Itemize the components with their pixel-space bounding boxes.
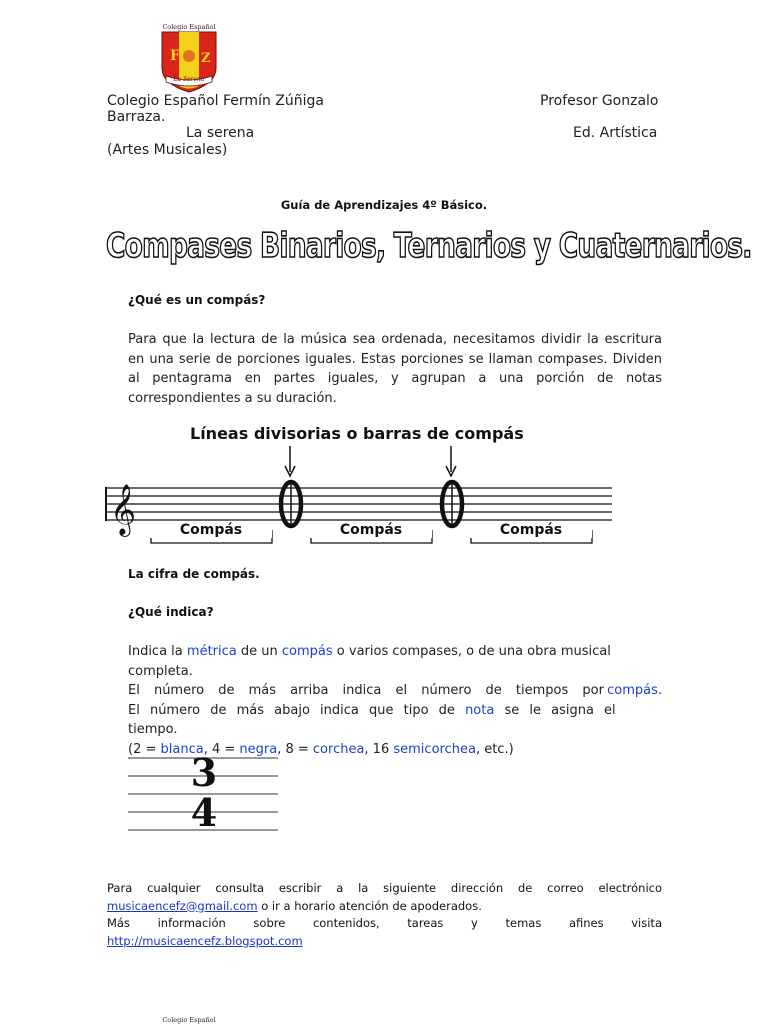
email-link[interactable]: musicaencefz@gmail.com bbox=[107, 898, 258, 913]
link-metrica[interactable]: métrica bbox=[186, 644, 237, 659]
svg-text:F: F bbox=[170, 48, 180, 64]
indica-line-3: El número de más abajo indica que tipo de nota se le asigna el tiempo. bbox=[128, 702, 616, 737]
crest-banner-text: La Serena bbox=[173, 76, 205, 83]
indica-line-1: Indica la métrica de un compás o varios compases, o de una obra musical completa. bbox=[128, 644, 611, 679]
link-compas[interactable]: compás bbox=[281, 644, 333, 659]
paragraph-measure-definition: Para que la lectura de la música sea ordenada, necesitamos dividir la escritura en una serie de porciones iguales. Estas porciones se llaman compases. Dividen al pentagrama en partes iguales, y agrupan a una porción de notas correspondientes a su duración. bbox=[128, 332, 662, 406]
main-title: Compases Binarios, Ternarios y Cuaternarios. bbox=[106, 226, 752, 266]
link-blanca[interactable]: blanca bbox=[160, 741, 204, 757]
link-corchea[interactable]: corchea bbox=[312, 741, 365, 757]
crest-top-text: Colegio Español bbox=[162, 23, 216, 31]
bottom-crest-text: Colegio Español bbox=[162, 1016, 216, 1024]
footer-line-4 bbox=[107, 933, 662, 951]
footer-line-2: musicaencefz@gmail.com o ir a horario atención de apoderados. bbox=[107, 898, 482, 913]
school-name: Colegio Español Fermín Zúñiga bbox=[107, 93, 324, 109]
footer-line-1: Para cualquier consulta escribir a la siguiente dirección de correo electrónico bbox=[107, 881, 662, 895]
indica-line-4: (2 = blanca, 4 = negra, 8 = corchea, 16 semicorchea, etc.) bbox=[128, 741, 514, 757]
school-crest-logo bbox=[158, 22, 220, 94]
subject-name: Ed. Artística bbox=[573, 125, 658, 141]
link-nota[interactable]: nota bbox=[465, 702, 495, 718]
link-compas[interactable]: compás bbox=[607, 683, 658, 698]
staff-heading: Líneas divisorias o barras de compás bbox=[190, 424, 524, 443]
footer-contact bbox=[107, 880, 662, 950]
indica-paragraph bbox=[128, 642, 662, 759]
measure-label: Compás bbox=[470, 522, 592, 538]
section-time-signature: La cifra de compás. bbox=[128, 567, 260, 581]
time-signature-top: 3 bbox=[190, 750, 218, 795]
school-city: La serena bbox=[186, 125, 255, 141]
guide-title: Guía de Aprendizajes 4º Básico. bbox=[280, 198, 488, 212]
teacher-surname: Barraza. bbox=[107, 109, 166, 125]
indica-line-2: El número de más arriba indica el número de tiempos por compás. bbox=[128, 683, 662, 698]
link-semicorchea[interactable]: semicorchea bbox=[393, 741, 476, 757]
time-signature-bottom: 4 bbox=[190, 790, 218, 835]
footer-line-3: Más información sobre contenidos, tareas y temas afines visita bbox=[107, 916, 662, 931]
blog-link[interactable]: http://musicaencefz.blogspot.com bbox=[107, 933, 303, 948]
svg-text:𝄞: 𝄞 bbox=[110, 484, 137, 535]
link-negra[interactable]: negra bbox=[239, 741, 278, 757]
question-what-indicates: ¿Qué indica? bbox=[128, 605, 214, 619]
subject-detail: (Artes Musicales) bbox=[107, 142, 228, 158]
teacher-label: Profesor Gonzalo bbox=[540, 93, 659, 109]
svg-text:Z: Z bbox=[201, 51, 211, 66]
measure-label: Compás bbox=[310, 522, 432, 538]
measure-label: Compás bbox=[150, 522, 272, 538]
question-what-is-measure: ¿Qué es un compás? bbox=[128, 293, 266, 307]
